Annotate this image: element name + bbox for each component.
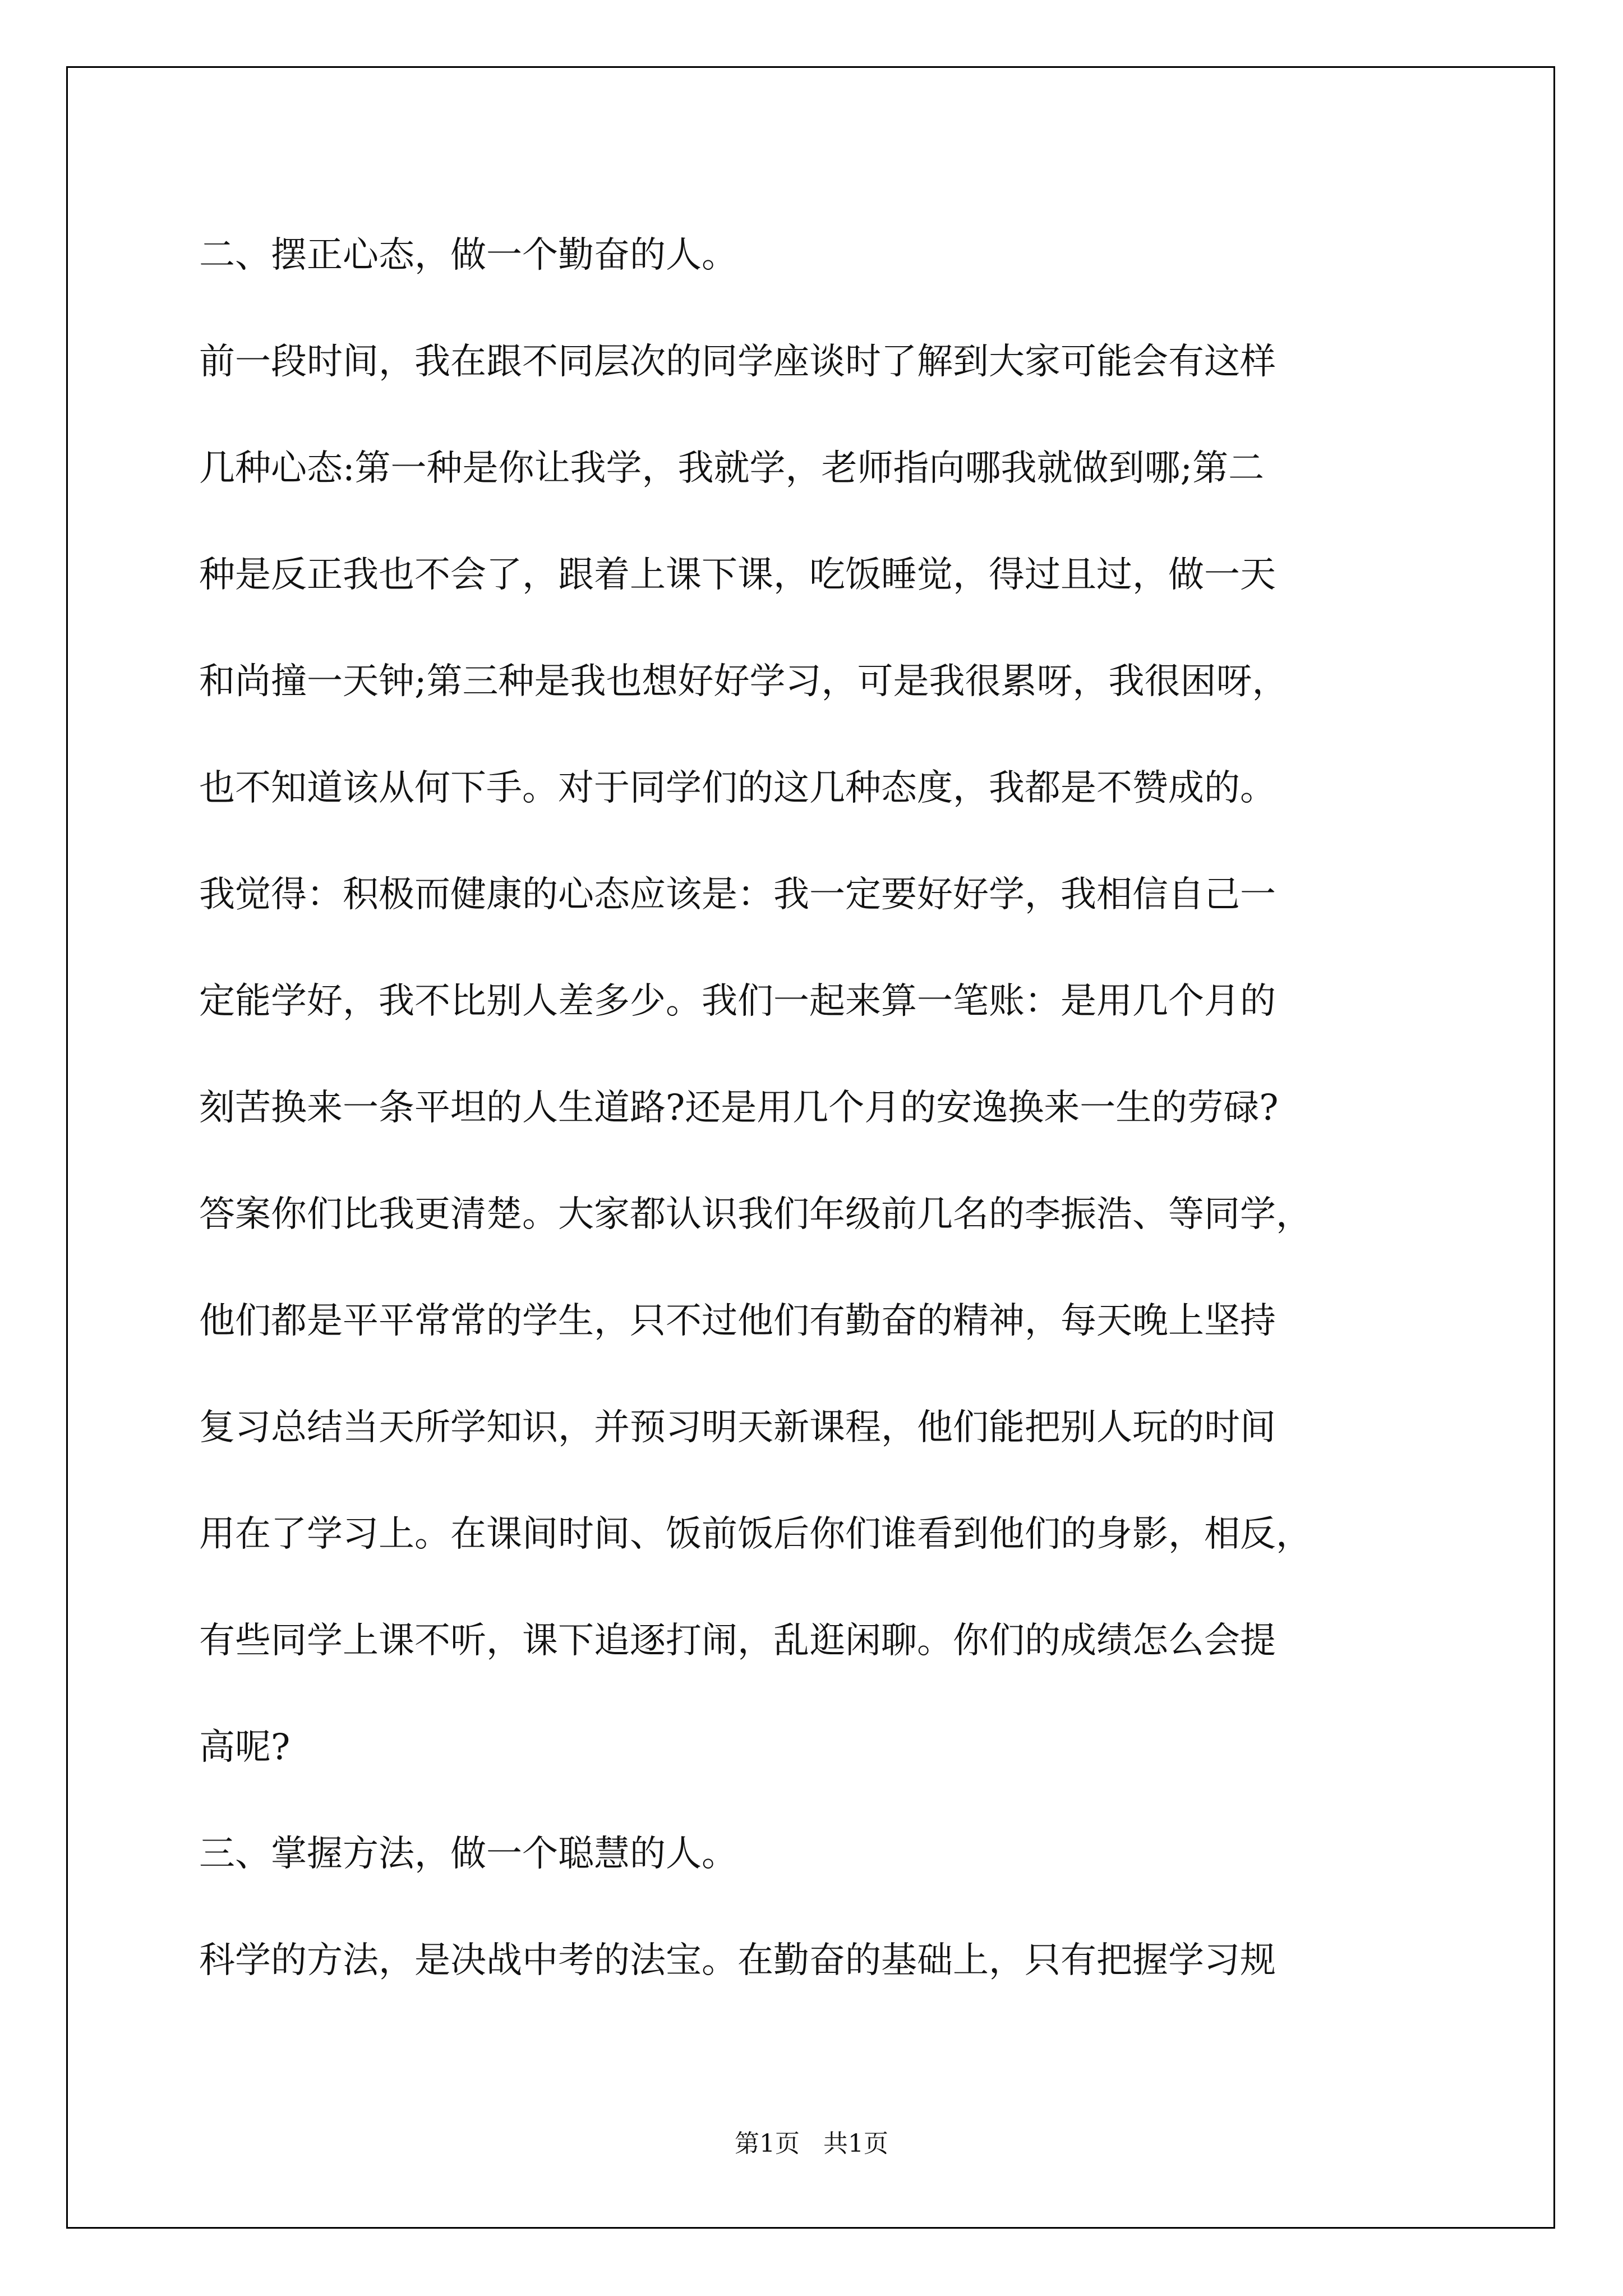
paragraph-line: 科学的方法，是决战中考的法宝。在勤奋的基础上，只有把握学习规 — [199, 1940, 1276, 1981]
paragraph-line: 他们都是平平常常的学生，只不过他们有勤奋的精神，每天晚上坚持 — [199, 1300, 1276, 1342]
paragraph-line: 高呢? — [199, 1727, 291, 1768]
paragraph-line: 刻苦换来一条平坦的人生道路?还是用几个月的安逸换来一生的劳碌? — [199, 1087, 1279, 1129]
paragraph-line: 复习总结当天所学知识，并预习明天新课程，他们能把别人玩的时间 — [199, 1407, 1276, 1448]
paragraph-line: 我觉得：积极而健康的心态应该是：我一定要好好学，我相信自己一 — [199, 874, 1276, 915]
paragraph-line: 几种心态:第一种是你让我学，我就学，老师指向哪我就做到哪;第二 — [199, 448, 1265, 489]
paragraph-line: 定能学好，我不比别人差多少。我们一起来算一笔账：是用几个月的 — [199, 981, 1276, 1022]
paragraph-line: 用在了学习上。在课间时间、饭前饭后你们谁看到他们的身影，相反， — [199, 1513, 1312, 1555]
paragraph-line: 和尚撞一天钟;第三种是我也想好好学习，可是我很累呀，我很困呀， — [199, 661, 1288, 702]
paragraph-line: 也不知道该从何下手。对于同学们的这几种态度，我都是不赞成的。 — [199, 767, 1276, 809]
paragraph-line: 种是反正我也不会了，跟着上课下课，吃饭睡觉，得过且过，做一天 — [199, 554, 1276, 596]
section-heading-3: 三、掌握方法，做一个聪慧的人。 — [199, 1833, 737, 1875]
paragraph-line: 前一段时间，我在跟不同层次的同学座谈时了解到大家可能会有这样 — [199, 341, 1276, 383]
section-heading-2: 二、摆正心态，做一个勤奋的人。 — [199, 234, 737, 276]
paragraph-line: 有些同学上课不听，课下追逐打闹，乱逛闲聊。你们的成绩怎么会提 — [199, 1620, 1276, 1662]
document-body — [199, 202, 1450, 2014]
paragraph-line: 答案你们比我更清楚。大家都认识我们年级前几名的李振浩、等同学， — [199, 1194, 1312, 1235]
page-footer: 第1页 共1页 — [735, 2129, 888, 2158]
